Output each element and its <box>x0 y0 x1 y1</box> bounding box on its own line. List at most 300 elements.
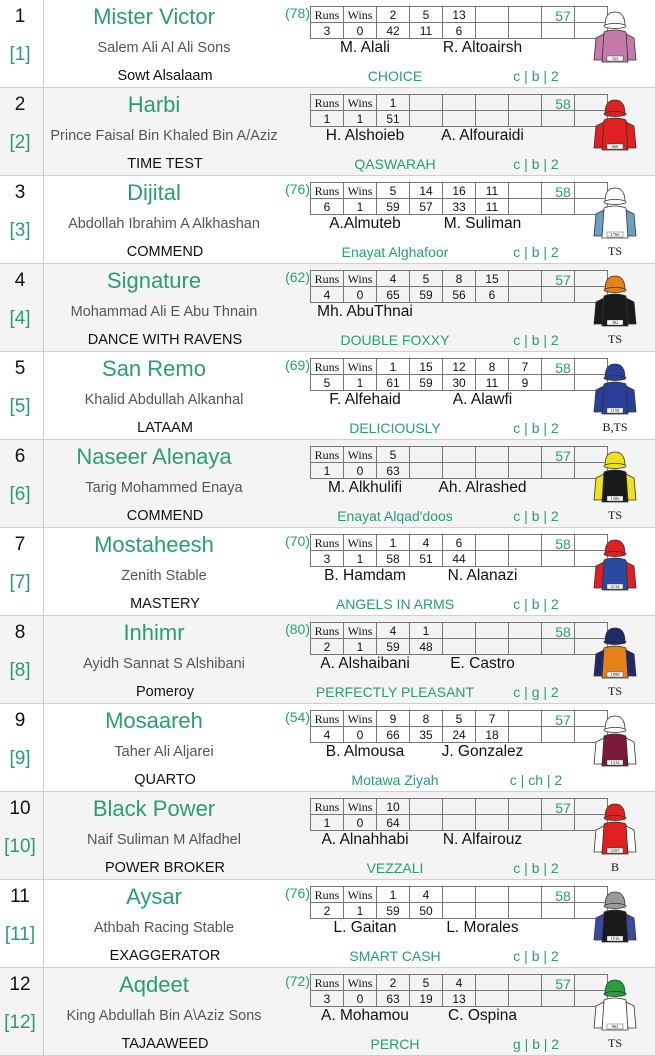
rating-cell <box>509 287 542 303</box>
position-cell: 2 <box>377 975 410 991</box>
position-cell <box>509 887 542 903</box>
runs-header: Runs <box>311 447 344 463</box>
runs-header: Runs <box>311 271 344 287</box>
trainer-link[interactable]: R. Altoairsh <box>442 39 523 56</box>
rating-cell: 63 <box>377 463 410 479</box>
dam-link[interactable]: SMART CASH <box>349 948 441 964</box>
trainer-link[interactable]: M. Suliman <box>443 215 522 232</box>
rating-cell: 59 <box>377 199 410 215</box>
rating-cell: 33 <box>443 199 476 215</box>
rating-cell: 30 <box>443 375 476 391</box>
sire-name: EXAGGERATOR <box>109 948 221 964</box>
owner-link[interactable]: Naif Suliman M Alfadhel <box>87 832 241 848</box>
rating-cell <box>476 991 509 1007</box>
owner-link[interactable]: Athbah Racing Stable <box>93 920 235 936</box>
runs-value: 1 <box>311 463 344 479</box>
dam-link[interactable]: CHOICE <box>367 68 423 84</box>
runner-row[interactable] <box>0 968 655 1056</box>
owner-link[interactable]: Tarig Mohammed Enaya <box>85 480 243 496</box>
jockey-silk-icon <box>590 182 640 242</box>
draw-number: [4] <box>9 308 31 329</box>
dam-link[interactable]: ANGELS IN ARMS <box>335 596 455 612</box>
jockey-link[interactable]: L. Gaitan <box>333 919 397 936</box>
rating-cell <box>509 111 542 127</box>
runs-value: 4 <box>311 287 344 303</box>
sire-name: TIME TEST <box>127 156 203 172</box>
position-cell <box>509 183 542 199</box>
rating-cell <box>542 199 575 215</box>
position-cell <box>476 623 509 639</box>
horse-name-link[interactable]: Inhimr <box>123 620 185 645</box>
equipment-codes: c | b | 2 <box>513 156 559 172</box>
runs-header: Runs <box>311 887 344 903</box>
jockey-silk-icon <box>590 446 640 506</box>
jockey-link[interactable]: A. Alnahhabi <box>321 831 409 848</box>
weight: 57 <box>555 976 571 992</box>
weight: 57 <box>555 8 571 24</box>
jockey-link[interactable]: A. Alshaibani <box>320 655 410 672</box>
owner-link[interactable]: Mohammad Ali E Abu Thnain <box>70 304 258 320</box>
sire-name: Pomeroy <box>135 684 195 700</box>
rating-cell <box>410 111 443 127</box>
position-cell <box>509 535 542 551</box>
horse-name-link[interactable]: Dijital <box>127 180 181 205</box>
position-cell: 5 <box>410 975 443 991</box>
position-cell: 15 <box>476 271 509 287</box>
horse-name-link[interactable]: Mosaareh <box>105 708 203 733</box>
runner-row[interactable] <box>0 880 655 968</box>
rating-cell: 35 <box>410 727 443 743</box>
dam-link[interactable]: Enayat Alqad'doos <box>337 508 453 524</box>
horse-rating: (80) <box>285 621 310 637</box>
silk-number: 1314 <box>610 760 620 765</box>
medication-tag: TS <box>607 1036 622 1050</box>
position-cell: 5 <box>410 7 443 23</box>
rating-cell <box>542 903 575 919</box>
rating-cell: 50 <box>410 903 443 919</box>
draw-number: [8] <box>9 660 31 681</box>
rating-cell <box>509 639 542 655</box>
position-cell <box>443 887 476 903</box>
rating-cell <box>443 639 476 655</box>
horse-name-link[interactable]: Black Power <box>92 796 216 821</box>
rating-cell <box>476 23 509 39</box>
runs-header: Runs <box>311 975 344 991</box>
wins-value: 1 <box>344 551 377 567</box>
trainer-link[interactable]: N. Alanazi <box>447 567 518 584</box>
runs-value: 5 <box>311 375 344 391</box>
rating-cell: 65 <box>377 287 410 303</box>
runner-row[interactable] <box>0 352 655 440</box>
horse-number: 8 <box>14 622 26 643</box>
medication-tag: B,TS <box>602 420 628 434</box>
position-cell: 12 <box>443 359 476 375</box>
runner-row[interactable] <box>0 264 655 352</box>
rating-cell <box>476 551 509 567</box>
trainer-link[interactable]: A. Alfouraidi <box>441 127 524 144</box>
rating-cell <box>410 815 443 831</box>
wins-header: Wins <box>344 975 377 991</box>
weight: 57 <box>555 712 571 728</box>
wins-header: Wins <box>344 183 377 199</box>
draw-number: [3] <box>9 220 31 241</box>
rating-cell: 59 <box>377 639 410 655</box>
position-cell: 16 <box>443 183 476 199</box>
horse-number: 5 <box>14 358 26 379</box>
horse-name-link[interactable]: Naseer Alenaya <box>76 444 232 469</box>
owner-link[interactable]: Taher Ali Aljarei <box>114 744 214 760</box>
rating-cell: 48 <box>410 639 443 655</box>
position-cell <box>443 447 476 463</box>
runs-header: Runs <box>311 7 344 23</box>
jockey-silk-icon <box>590 710 640 770</box>
position-cell <box>443 95 476 111</box>
dam-link[interactable]: VEZZALI <box>366 860 424 876</box>
silk-number: 666 <box>611 144 619 149</box>
rating-cell: 6 <box>476 287 509 303</box>
silk-number: 1766 <box>610 232 620 237</box>
position-cell <box>509 447 542 463</box>
sire-name: MASTERY <box>130 596 200 612</box>
draw-number: [7] <box>9 572 31 593</box>
position-cell <box>410 447 443 463</box>
jockey-silk-icon <box>590 94 640 154</box>
position-cell: 1 <box>377 359 410 375</box>
sire-name: COMMEND <box>126 244 204 260</box>
silk-number: 962 <box>611 1024 619 1029</box>
horse-name-link[interactable]: Aqdeet <box>119 972 189 997</box>
position-cell: 8 <box>410 711 443 727</box>
position-cell <box>476 95 509 111</box>
wins-header: Wins <box>344 887 377 903</box>
rating-cell <box>476 463 509 479</box>
jockey-link[interactable]: A.Almuteb <box>329 215 401 232</box>
wins-value: 1 <box>344 639 377 655</box>
runs-value: 1 <box>311 111 344 127</box>
horse-name-link[interactable]: San Remo <box>102 356 206 381</box>
weight: 58 <box>555 888 571 904</box>
rating-cell: 51 <box>410 551 443 567</box>
rating-cell: 51 <box>377 111 410 127</box>
position-cell <box>410 95 443 111</box>
rating-cell <box>509 199 542 215</box>
wins-header: Wins <box>344 711 377 727</box>
position-cell <box>509 623 542 639</box>
dam-link[interactable]: DELICIOUSLY <box>349 420 441 436</box>
runs-value: 3 <box>311 23 344 39</box>
rating-cell <box>443 463 476 479</box>
runs-value: 6 <box>311 199 344 215</box>
position-cell: 13 <box>443 7 476 23</box>
dam-link[interactable]: QASWARAH <box>354 156 436 172</box>
trainer-link[interactable]: J. Gonzalez <box>441 743 524 760</box>
horse-number: 2 <box>14 94 26 115</box>
runs-value: 3 <box>311 991 344 1007</box>
runs-header: Runs <box>311 623 344 639</box>
runner-row[interactable] <box>0 440 655 528</box>
rating-cell: 9 <box>509 375 542 391</box>
runs-value: 2 <box>311 903 344 919</box>
owner-link[interactable]: Khalid Abdullah Alkanhal <box>84 392 244 408</box>
rating-cell: 19 <box>410 991 443 1007</box>
horse-name-link[interactable]: Mostaheesh <box>94 532 214 557</box>
jockey-silk-icon <box>590 358 640 418</box>
rating-cell <box>443 903 476 919</box>
horse-name-link[interactable]: Mister Victor <box>93 4 215 29</box>
silk-number: 2134 <box>610 584 620 589</box>
jockey-link[interactable]: B. Almousa <box>325 743 405 760</box>
equipment-codes: c | b | 2 <box>513 860 559 876</box>
rating-cell <box>542 287 575 303</box>
dam-link[interactable]: Motawa Ziyah <box>351 772 439 788</box>
position-cell: 2 <box>377 7 410 23</box>
jockey-link[interactable]: M. Alkhulifi <box>327 479 403 496</box>
trainer-link[interactable]: Ah. Alrashed <box>438 479 527 496</box>
owner-link[interactable]: King Abdullah Bin A\Aziz Sons <box>66 1008 262 1024</box>
rating-cell <box>542 551 575 567</box>
wins-value: 0 <box>344 815 377 831</box>
weight: 58 <box>555 184 571 200</box>
draw-number: [1] <box>9 44 31 65</box>
weight: 58 <box>555 536 571 552</box>
jockey-silk-icon <box>590 534 640 594</box>
rating-cell: 58 <box>377 551 410 567</box>
wins-value: 0 <box>344 991 377 1007</box>
runs-value: 3 <box>311 551 344 567</box>
horse-rating: (76) <box>285 181 310 197</box>
weight: 57 <box>555 448 571 464</box>
position-cell: 1 <box>377 887 410 903</box>
wins-value: 0 <box>344 23 377 39</box>
rating-cell <box>443 815 476 831</box>
horse-name-link[interactable]: Aysar <box>126 884 182 909</box>
horse-name-link[interactable]: Harbi <box>127 92 181 117</box>
position-cell: 7 <box>509 359 542 375</box>
silk-number: 1158 <box>610 408 620 413</box>
trainer-link[interactable]: L. Morales <box>446 919 519 936</box>
rating-cell: 11 <box>410 23 443 39</box>
trainer-link[interactable]: A. Alawfi <box>452 391 513 408</box>
wins-header: Wins <box>344 623 377 639</box>
equipment-codes: c | b | 2 <box>513 420 559 436</box>
wins-header: Wins <box>344 799 377 815</box>
wins-value: 1 <box>344 903 377 919</box>
position-cell: 5 <box>377 183 410 199</box>
position-cell <box>476 975 509 991</box>
rating-cell <box>509 815 542 831</box>
rating-cell: 42 <box>377 23 410 39</box>
rating-cell <box>476 111 509 127</box>
owner-link[interactable]: Ayidh Sannat S Alshibani <box>83 656 245 672</box>
rating-cell: 57 <box>410 199 443 215</box>
position-cell: 7 <box>476 711 509 727</box>
trainer-link[interactable]: E. Castro <box>450 655 515 672</box>
silk-number: 1898 <box>610 672 620 677</box>
jockey-silk-icon <box>590 886 640 946</box>
silk-number: 1386 <box>610 496 620 501</box>
position-cell <box>476 887 509 903</box>
wins-value: 1 <box>344 199 377 215</box>
rating-cell: 18 <box>476 727 509 743</box>
rating-cell <box>509 551 542 567</box>
horse-number: 12 <box>9 974 31 995</box>
dam-link[interactable]: DOUBLE FOXXY <box>340 332 450 348</box>
draw-number: [11] <box>4 924 36 945</box>
runs-header: Runs <box>311 711 344 727</box>
dam-link[interactable]: PERCH <box>370 1036 420 1052</box>
position-cell: 5 <box>410 271 443 287</box>
silk-number: 382 <box>611 320 619 325</box>
horse-name-link[interactable]: Signature <box>106 268 202 293</box>
rating-cell: 61 <box>377 375 410 391</box>
position-cell <box>443 623 476 639</box>
runs-header: Runs <box>311 95 344 111</box>
rating-cell: 44 <box>443 551 476 567</box>
owner-link[interactable]: Salem Ali Al Ali Sons <box>97 40 231 56</box>
rating-cell: 11 <box>476 375 509 391</box>
horse-number: 10 <box>9 798 31 819</box>
runs-value: 4 <box>311 727 344 743</box>
jockey-silk-icon <box>590 270 640 330</box>
equipment-codes: c | g | 2 <box>513 684 559 700</box>
position-cell: 4 <box>410 887 443 903</box>
jockey-link[interactable]: M. Alali <box>340 39 390 56</box>
rating-cell <box>509 463 542 479</box>
sire-name: COMMEND <box>126 508 204 524</box>
position-cell <box>410 799 443 815</box>
horse-rating: (72) <box>285 973 310 989</box>
position-cell <box>509 271 542 287</box>
position-cell <box>509 711 542 727</box>
position-cell <box>476 7 509 23</box>
rating-cell <box>542 991 575 1007</box>
horse-rating: (78) <box>285 5 310 21</box>
rating-cell: 66 <box>377 727 410 743</box>
runs-value: 2 <box>311 639 344 655</box>
position-cell <box>476 447 509 463</box>
position-cell: 5 <box>443 711 476 727</box>
wins-value: 0 <box>344 727 377 743</box>
rating-cell <box>509 727 542 743</box>
dam-link[interactable]: PERFECTLY PLEASANT <box>315 684 475 700</box>
draw-number: [9] <box>9 748 31 769</box>
position-cell <box>476 799 509 815</box>
medication-tag: TS <box>607 508 622 522</box>
jockey-link[interactable]: H. Alshoieb <box>325 127 405 144</box>
medication-tag: B <box>610 860 619 874</box>
dam-link[interactable]: Enayat Alghafoor <box>341 244 449 260</box>
rating-cell <box>542 23 575 39</box>
jockey-link[interactable]: A. Mohamou <box>321 1007 409 1024</box>
position-cell <box>443 799 476 815</box>
position-cell: 15 <box>410 359 443 375</box>
silk-number: 1916 <box>610 936 620 941</box>
position-cell <box>509 95 542 111</box>
runner-row[interactable] <box>0 176 655 264</box>
jockey-silk-icon <box>590 974 640 1034</box>
rating-cell: 63 <box>377 991 410 1007</box>
position-cell <box>476 535 509 551</box>
horse-number: 6 <box>14 446 26 467</box>
horse-number: 1 <box>14 6 26 27</box>
wins-header: Wins <box>344 447 377 463</box>
horse-number: 4 <box>14 270 26 291</box>
wins-header: Wins <box>344 95 377 111</box>
rating-cell <box>542 375 575 391</box>
rating-cell <box>542 639 575 655</box>
rating-cell: 6 <box>443 23 476 39</box>
rating-cell <box>476 903 509 919</box>
trainer-link[interactable]: N. Alfairouz <box>442 831 523 848</box>
position-cell: 5 <box>377 447 410 463</box>
position-cell: 8 <box>443 271 476 287</box>
trainer-link[interactable]: C. Ospina <box>448 1007 517 1024</box>
jockey-link[interactable]: Mh. AbuThnai <box>317 303 413 320</box>
sire-name: TAJAAWEED <box>121 1036 209 1052</box>
jockey-silk-icon <box>590 798 640 858</box>
rating-cell <box>509 903 542 919</box>
equipment-codes: c | b | 2 <box>513 596 559 612</box>
sire-name: Sowt Alsalaam <box>117 68 213 84</box>
owner-link[interactable]: Zenith Stable <box>121 568 207 584</box>
runner-row[interactable] <box>0 616 655 704</box>
equipment-codes: c | b | 2 <box>513 244 559 260</box>
silk-number: 322 <box>611 56 619 61</box>
wins-header: Wins <box>344 271 377 287</box>
horse-number: 7 <box>14 534 26 555</box>
position-cell <box>509 7 542 23</box>
wins-value: 0 <box>344 287 377 303</box>
runner-row[interactable] <box>0 88 655 176</box>
position-cell: 14 <box>410 183 443 199</box>
draw-number: [5] <box>9 396 31 417</box>
medication-tag: TS <box>607 244 622 258</box>
position-cell: 8 <box>476 359 509 375</box>
runner-row[interactable] <box>0 792 655 880</box>
runner-row[interactable] <box>0 528 655 616</box>
runner-row[interactable] <box>0 704 655 792</box>
horse-rating: (76) <box>285 885 310 901</box>
rating-cell <box>509 991 542 1007</box>
draw-number: [6] <box>9 484 31 505</box>
sire-name: QUARTO <box>134 772 196 788</box>
runner-row[interactable] <box>0 0 655 88</box>
weight: 58 <box>555 360 571 376</box>
position-cell: 11 <box>476 183 509 199</box>
horse-rating: (70) <box>285 533 310 549</box>
position-cell: 4 <box>410 535 443 551</box>
horse-number: 11 <box>10 886 30 907</box>
position-cell: 4 <box>377 623 410 639</box>
runs-header: Runs <box>311 359 344 375</box>
equipment-codes: c | ch | 2 <box>509 772 563 788</box>
medication-tag: TS <box>607 332 622 346</box>
wins-value: 1 <box>344 111 377 127</box>
rating-cell: 11 <box>476 199 509 215</box>
owner-link[interactable]: Abdollah Ibrahim A Alkhashan <box>68 216 260 232</box>
rating-cell <box>542 727 575 743</box>
runs-header: Runs <box>311 535 344 551</box>
rating-cell: 59 <box>377 903 410 919</box>
position-cell <box>509 975 542 991</box>
equipment-codes: g | b | 2 <box>512 1036 560 1052</box>
owner-link[interactable]: Prince Faisal Bin Khaled Bin A/Aziz <box>50 128 278 144</box>
position-cell: 10 <box>377 799 410 815</box>
position-cell: 4 <box>377 271 410 287</box>
jockey-link[interactable]: F. Alfehaid <box>329 391 401 408</box>
jockey-link[interactable]: B. Hamdam <box>324 567 406 584</box>
position-cell: 1 <box>410 623 443 639</box>
